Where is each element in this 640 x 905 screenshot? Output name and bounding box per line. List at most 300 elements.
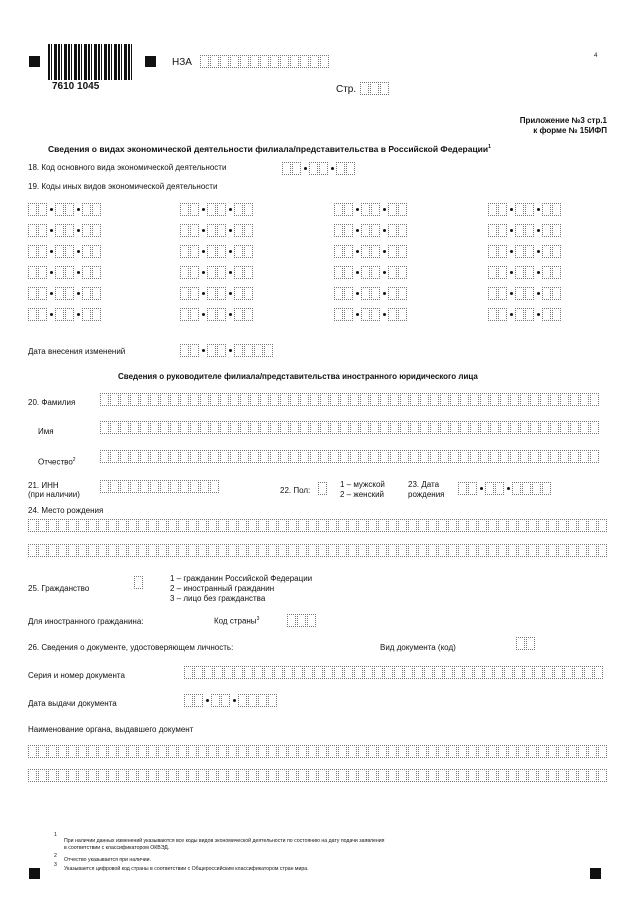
input-cell[interactable] <box>478 519 487 532</box>
input-cell[interactable] <box>360 393 369 406</box>
input-cell[interactable] <box>380 82 389 95</box>
input-cell[interactable] <box>244 224 253 237</box>
input-cell[interactable] <box>558 544 567 557</box>
input-cell[interactable] <box>260 55 269 68</box>
input-cell[interactable] <box>438 544 447 557</box>
input-cell[interactable] <box>300 450 309 463</box>
input-cell[interactable] <box>158 769 167 782</box>
input-cell[interactable] <box>368 769 377 782</box>
input-cell[interactable] <box>217 266 226 279</box>
input-cell[interactable] <box>280 421 289 434</box>
input-cell[interactable] <box>450 421 459 434</box>
input-cell[interactable] <box>488 769 497 782</box>
input-cell[interactable] <box>214 666 223 679</box>
input-cell[interactable] <box>498 308 507 321</box>
input-cell[interactable] <box>528 745 537 758</box>
input-cell[interactable] <box>260 393 269 406</box>
input-cell[interactable] <box>248 769 257 782</box>
input-cell[interactable] <box>474 666 483 679</box>
input-cell[interactable] <box>234 266 243 279</box>
input-cell[interactable] <box>38 308 47 321</box>
input-cell[interactable] <box>438 745 447 758</box>
input-cell[interactable] <box>458 519 467 532</box>
input-cell[interactable] <box>244 266 253 279</box>
input-cell[interactable] <box>468 519 477 532</box>
okved-other-code-field[interactable] <box>488 308 562 321</box>
input-cell[interactable] <box>217 245 226 258</box>
input-cell[interactable] <box>207 308 216 321</box>
input-cell[interactable] <box>55 224 64 237</box>
input-cell[interactable] <box>538 519 547 532</box>
input-cell[interactable] <box>28 519 37 532</box>
input-cell[interactable] <box>488 308 497 321</box>
input-cell[interactable] <box>318 769 327 782</box>
input-cell[interactable] <box>92 203 101 216</box>
input-cell[interactable] <box>340 421 349 434</box>
input-cell[interactable] <box>348 745 357 758</box>
input-cell[interactable] <box>240 55 249 68</box>
input-cell[interactable] <box>92 224 101 237</box>
input-cell[interactable] <box>420 393 429 406</box>
input-cell[interactable] <box>82 287 91 300</box>
input-cell[interactable] <box>508 745 517 758</box>
input-cell[interactable] <box>460 421 469 434</box>
input-cell[interactable] <box>210 450 219 463</box>
input-cell[interactable] <box>217 224 226 237</box>
input-cell[interactable] <box>314 666 323 679</box>
input-cell[interactable] <box>190 450 199 463</box>
input-cell[interactable] <box>478 544 487 557</box>
input-cell[interactable] <box>200 450 209 463</box>
input-cell[interactable] <box>248 544 257 557</box>
input-cell[interactable] <box>490 450 499 463</box>
input-cell[interactable] <box>190 203 199 216</box>
input-cell[interactable] <box>438 769 447 782</box>
input-cell[interactable] <box>218 769 227 782</box>
input-cell[interactable] <box>398 544 407 557</box>
input-cell[interactable] <box>188 745 197 758</box>
input-cell[interactable] <box>428 745 437 758</box>
input-cell[interactable] <box>380 421 389 434</box>
input-cell[interactable] <box>361 308 370 321</box>
input-cell[interactable] <box>570 450 579 463</box>
input-cell[interactable] <box>371 287 380 300</box>
input-cell[interactable] <box>344 308 353 321</box>
input-cell[interactable] <box>388 287 397 300</box>
input-cell[interactable] <box>518 519 527 532</box>
input-cell[interactable] <box>244 203 253 216</box>
input-cell[interactable] <box>254 666 263 679</box>
input-cell[interactable] <box>180 224 189 237</box>
input-cell[interactable] <box>344 203 353 216</box>
input-cell[interactable] <box>180 266 189 279</box>
input-cell[interactable] <box>598 544 607 557</box>
input-cell[interactable] <box>240 450 249 463</box>
input-cell[interactable] <box>217 203 226 216</box>
input-cell[interactable] <box>68 519 77 532</box>
input-cell[interactable] <box>378 745 387 758</box>
input-cell[interactable] <box>38 769 47 782</box>
input-cell[interactable] <box>268 745 277 758</box>
input-cell[interactable] <box>361 287 370 300</box>
input-cell[interactable] <box>344 245 353 258</box>
input-cell[interactable] <box>358 519 367 532</box>
input-cell[interactable] <box>554 666 563 679</box>
input-cell[interactable] <box>584 666 593 679</box>
input-cell[interactable] <box>361 245 370 258</box>
input-cell[interactable] <box>38 224 47 237</box>
input-cell[interactable] <box>38 266 47 279</box>
input-cell[interactable] <box>368 544 377 557</box>
input-cell[interactable] <box>398 266 407 279</box>
input-cell[interactable] <box>361 224 370 237</box>
input-cell[interactable] <box>130 393 139 406</box>
input-cell[interactable] <box>190 245 199 258</box>
input-cell[interactable] <box>458 544 467 557</box>
input-cell[interactable] <box>542 308 551 321</box>
input-cell[interactable] <box>360 421 369 434</box>
input-cell[interactable] <box>400 393 409 406</box>
input-cell[interactable] <box>120 450 129 463</box>
input-cell[interactable] <box>148 745 157 758</box>
input-cell[interactable] <box>490 393 499 406</box>
input-cell[interactable] <box>100 480 109 493</box>
input-cell[interactable] <box>308 544 317 557</box>
input-cell[interactable] <box>468 544 477 557</box>
input-cell[interactable] <box>328 544 337 557</box>
input-cell[interactable] <box>28 224 37 237</box>
input-cell[interactable] <box>570 393 579 406</box>
input-cell[interactable] <box>78 544 87 557</box>
input-cell[interactable] <box>538 745 547 758</box>
input-cell[interactable] <box>370 421 379 434</box>
input-cell[interactable] <box>488 224 497 237</box>
input-cell[interactable] <box>388 308 397 321</box>
input-cell[interactable] <box>434 666 443 679</box>
input-cell[interactable] <box>58 519 67 532</box>
input-cell[interactable] <box>398 519 407 532</box>
input-cell[interactable] <box>498 519 507 532</box>
input-cell[interactable] <box>180 480 189 493</box>
input-cell[interactable] <box>218 544 227 557</box>
input-cell[interactable] <box>558 769 567 782</box>
input-cell[interactable] <box>230 450 239 463</box>
okved-other-code-field[interactable] <box>334 203 408 216</box>
input-cell[interactable] <box>448 745 457 758</box>
inn-field[interactable] <box>100 480 220 493</box>
input-cell[interactable] <box>108 519 117 532</box>
input-cell[interactable] <box>98 745 107 758</box>
input-cell[interactable] <box>570 421 579 434</box>
input-cell[interactable] <box>130 450 139 463</box>
input-cell[interactable] <box>538 544 547 557</box>
input-cell[interactable] <box>440 450 449 463</box>
okved-other-code-field[interactable] <box>28 308 102 321</box>
input-cell[interactable] <box>244 344 253 357</box>
okved-other-code-field[interactable] <box>488 224 562 237</box>
input-cell[interactable] <box>378 544 387 557</box>
input-cell[interactable] <box>388 245 397 258</box>
input-cell[interactable] <box>244 245 253 258</box>
name-field[interactable] <box>100 421 600 434</box>
input-cell[interactable] <box>344 287 353 300</box>
input-cell[interactable] <box>371 203 380 216</box>
input-cell[interactable] <box>454 666 463 679</box>
input-cell[interactable] <box>180 421 189 434</box>
input-cell[interactable] <box>448 544 457 557</box>
input-cell[interactable] <box>338 745 347 758</box>
input-cell[interactable] <box>65 308 74 321</box>
input-cell[interactable] <box>260 421 269 434</box>
input-cell[interactable] <box>408 745 417 758</box>
input-cell[interactable] <box>140 450 149 463</box>
input-cell[interactable] <box>228 745 237 758</box>
input-cell[interactable] <box>248 694 257 707</box>
input-cell[interactable] <box>394 666 403 679</box>
input-cell[interactable] <box>290 421 299 434</box>
input-cell[interactable] <box>580 421 589 434</box>
input-cell[interactable] <box>371 266 380 279</box>
birthplace-field-row2[interactable] <box>28 544 608 557</box>
input-cell[interactable] <box>528 519 537 532</box>
input-cell[interactable] <box>238 745 247 758</box>
input-cell[interactable] <box>204 666 213 679</box>
input-cell[interactable] <box>460 450 469 463</box>
input-cell[interactable] <box>55 203 64 216</box>
input-cell[interactable] <box>118 769 127 782</box>
okved-other-code-field[interactable] <box>180 308 254 321</box>
input-cell[interactable] <box>310 55 319 68</box>
input-cell[interactable] <box>180 203 189 216</box>
input-cell[interactable] <box>374 666 383 679</box>
input-cell[interactable] <box>552 224 561 237</box>
input-cell[interactable] <box>138 769 147 782</box>
input-cell[interactable] <box>287 614 296 627</box>
input-cell[interactable] <box>530 393 539 406</box>
input-cell[interactable] <box>184 666 193 679</box>
input-cell[interactable] <box>238 694 247 707</box>
okved-other-code-field[interactable] <box>28 287 102 300</box>
input-cell[interactable] <box>268 519 277 532</box>
input-cell[interactable] <box>208 745 217 758</box>
input-cell[interactable] <box>92 287 101 300</box>
input-cell[interactable] <box>210 480 219 493</box>
input-cell[interactable] <box>224 666 233 679</box>
input-cell[interactable] <box>552 287 561 300</box>
input-cell[interactable] <box>371 245 380 258</box>
document-issuer-field-row1[interactable] <box>28 745 608 758</box>
input-cell[interactable] <box>168 745 177 758</box>
input-cell[interactable] <box>384 666 393 679</box>
input-cell[interactable] <box>480 450 489 463</box>
input-cell[interactable] <box>234 344 243 357</box>
input-cell[interactable] <box>578 519 587 532</box>
input-cell[interactable] <box>118 745 127 758</box>
input-cell[interactable] <box>518 544 527 557</box>
input-cell[interactable] <box>522 482 531 495</box>
input-cell[interactable] <box>400 421 409 434</box>
input-cell[interactable] <box>318 482 327 495</box>
input-cell[interactable] <box>468 482 477 495</box>
input-cell[interactable] <box>268 769 277 782</box>
input-cell[interactable] <box>198 544 207 557</box>
nza-field[interactable] <box>200 55 330 68</box>
input-cell[interactable] <box>150 421 159 434</box>
input-cell[interactable] <box>82 224 91 237</box>
input-cell[interactable] <box>398 245 407 258</box>
input-cell[interactable] <box>270 393 279 406</box>
input-cell[interactable] <box>336 162 345 175</box>
input-cell[interactable] <box>568 519 577 532</box>
input-cell[interactable] <box>358 745 367 758</box>
okved-other-code-field[interactable] <box>180 266 254 279</box>
input-cell[interactable] <box>110 450 119 463</box>
input-cell[interactable] <box>528 544 537 557</box>
input-cell[interactable] <box>550 393 559 406</box>
input-cell[interactable] <box>588 745 597 758</box>
input-cell[interactable] <box>118 544 127 557</box>
input-cell[interactable] <box>548 544 557 557</box>
input-cell[interactable] <box>38 519 47 532</box>
okved-other-code-field[interactable] <box>180 203 254 216</box>
okved-other-code-field[interactable] <box>334 266 408 279</box>
input-cell[interactable] <box>450 450 459 463</box>
input-cell[interactable] <box>540 393 549 406</box>
input-cell[interactable] <box>408 769 417 782</box>
input-cell[interactable] <box>234 203 243 216</box>
input-cell[interactable] <box>254 344 263 357</box>
input-cell[interactable] <box>542 203 551 216</box>
input-cell[interactable] <box>488 266 497 279</box>
input-cell[interactable] <box>550 450 559 463</box>
input-cell[interactable] <box>258 769 267 782</box>
input-cell[interactable] <box>168 544 177 557</box>
input-cell[interactable] <box>220 55 229 68</box>
input-cell[interactable] <box>300 55 309 68</box>
input-cell[interactable] <box>280 393 289 406</box>
input-cell[interactable] <box>180 245 189 258</box>
input-cell[interactable] <box>160 450 169 463</box>
input-cell[interactable] <box>250 393 259 406</box>
input-cell[interactable] <box>370 450 379 463</box>
input-cell[interactable] <box>430 393 439 406</box>
input-cell[interactable] <box>278 544 287 557</box>
okved-other-code-field[interactable] <box>334 308 408 321</box>
input-cell[interactable] <box>55 308 64 321</box>
input-cell[interactable] <box>28 769 37 782</box>
input-cell[interactable] <box>188 519 197 532</box>
input-cell[interactable] <box>78 519 87 532</box>
input-cell[interactable] <box>268 694 277 707</box>
input-cell[interactable] <box>340 393 349 406</box>
input-cell[interactable] <box>207 224 216 237</box>
input-cell[interactable] <box>348 544 357 557</box>
input-cell[interactable] <box>118 519 127 532</box>
input-cell[interactable] <box>558 745 567 758</box>
input-cell[interactable] <box>552 266 561 279</box>
input-cell[interactable] <box>498 745 507 758</box>
input-cell[interactable] <box>350 421 359 434</box>
input-cell[interactable] <box>318 745 327 758</box>
input-cell[interactable] <box>160 421 169 434</box>
input-cell[interactable] <box>324 666 333 679</box>
input-cell[interactable] <box>526 637 535 650</box>
input-cell[interactable] <box>485 482 494 495</box>
input-cell[interactable] <box>194 694 203 707</box>
input-cell[interactable] <box>180 308 189 321</box>
input-cell[interactable] <box>170 480 179 493</box>
input-cell[interactable] <box>494 666 503 679</box>
input-cell[interactable] <box>217 287 226 300</box>
input-cell[interactable] <box>65 287 74 300</box>
input-cell[interactable] <box>498 203 507 216</box>
input-cell[interactable] <box>278 745 287 758</box>
input-cell[interactable] <box>282 162 291 175</box>
input-cell[interactable] <box>488 519 497 532</box>
input-cell[interactable] <box>65 224 74 237</box>
input-cell[interactable] <box>178 745 187 758</box>
change-date-field[interactable] <box>180 344 274 357</box>
input-cell[interactable] <box>568 745 577 758</box>
input-cell[interactable] <box>28 745 37 758</box>
input-cell[interactable] <box>38 745 47 758</box>
input-cell[interactable] <box>480 393 489 406</box>
input-cell[interactable] <box>270 450 279 463</box>
input-cell[interactable] <box>370 82 379 95</box>
input-cell[interactable] <box>55 266 64 279</box>
input-cell[interactable] <box>500 450 509 463</box>
input-cell[interactable] <box>274 666 283 679</box>
input-cell[interactable] <box>515 287 524 300</box>
input-cell[interactable] <box>220 421 229 434</box>
input-cell[interactable] <box>244 666 253 679</box>
input-cell[interactable] <box>188 769 197 782</box>
input-cell[interactable] <box>82 308 91 321</box>
input-cell[interactable] <box>334 308 343 321</box>
input-cell[interactable] <box>346 162 355 175</box>
input-cell[interactable] <box>170 393 179 406</box>
input-cell[interactable] <box>88 745 97 758</box>
okved-other-code-field[interactable] <box>180 245 254 258</box>
input-cell[interactable] <box>120 480 129 493</box>
input-cell[interactable] <box>307 614 316 627</box>
input-cell[interactable] <box>400 450 409 463</box>
input-cell[interactable] <box>548 519 557 532</box>
input-cell[interactable] <box>28 544 37 557</box>
input-cell[interactable] <box>560 421 569 434</box>
input-cell[interactable] <box>320 421 329 434</box>
input-cell[interactable] <box>28 287 37 300</box>
input-cell[interactable] <box>228 769 237 782</box>
input-cell[interactable] <box>320 450 329 463</box>
input-cell[interactable] <box>418 544 427 557</box>
input-cell[interactable] <box>478 769 487 782</box>
input-cell[interactable] <box>250 55 259 68</box>
input-cell[interactable] <box>552 308 561 321</box>
input-cell[interactable] <box>280 55 289 68</box>
input-cell[interactable] <box>28 308 37 321</box>
input-cell[interactable] <box>48 745 57 758</box>
input-cell[interactable] <box>540 421 549 434</box>
okved-other-code-field[interactable] <box>28 266 102 279</box>
input-cell[interactable] <box>297 614 306 627</box>
input-cell[interactable] <box>211 694 220 707</box>
input-cell[interactable] <box>217 344 226 357</box>
input-cell[interactable] <box>558 519 567 532</box>
input-cell[interactable] <box>298 745 307 758</box>
input-cell[interactable] <box>540 450 549 463</box>
input-cell[interactable] <box>48 544 57 557</box>
